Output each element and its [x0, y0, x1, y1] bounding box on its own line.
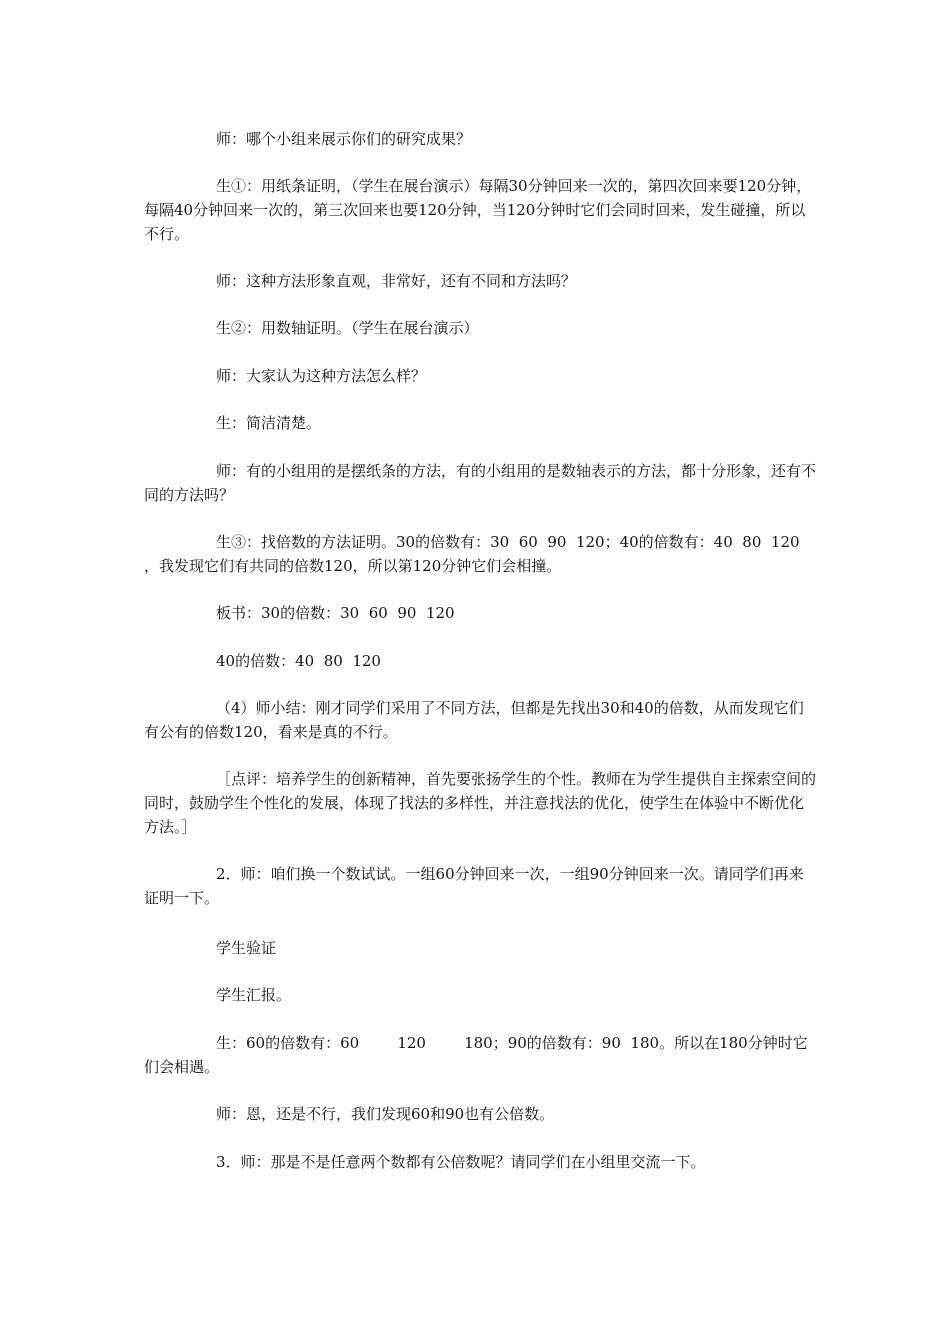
paragraph: 生③：找倍数的方法证明。30的倍数有：30 60 90 120；40的倍数有：40 80 120 ，我发现它们有共同的倍数120，所以第120分钟它们会相撞。 — [144, 533, 810, 575]
paragraph: 生②：用数轴证明。（学生在展台演示） — [216, 319, 479, 337]
paragraph: （4）师小结：刚才同学们采用了不同方法，但都是先找出30和40的倍数，从而发现它们有公有的倍数120，看来是真的不行。 — [144, 699, 804, 741]
paragraph: 板书：30的倍数：30 60 90 120 — [216, 604, 455, 622]
paragraph: 师：恩，还是不行，我们发现60和90也有公倍数。 — [216, 1105, 555, 1123]
paragraph: 师：哪个小组来展示你们的研究成果？ — [216, 130, 472, 148]
paragraph: 生①：用纸条证明，（学生在展台演示）每隔30分钟回来一次的，第四次回来要120分钟，每隔40分钟回来一次的，第三次回来也要120分钟，当120分钟时它们会同时回来，发生碰撞，所以不行。 — [144, 177, 812, 243]
paragraph: 师：有的小组用的是摆纸条的方法，有的小组用的是数轴表示的方法，都十分形象，还有不同的方法吗？ — [144, 462, 817, 504]
paragraph: 生：简洁清楚。 — [216, 414, 322, 432]
paragraph: 3．师：那是不是任意两个数都有公倍数呢？请同学们在小组里交流一下。 — [216, 1153, 706, 1171]
paragraph: 生：60的倍数有：60 120 180；90的倍数有：90 180。所以在180分钟时它们会相遇。 — [144, 1034, 808, 1076]
paragraph: 学生验证 — [216, 939, 277, 957]
paragraph: 2．师：咱们换一个数试试。一组60分钟回来一次，一组90分钟回来一次。请同学们再来证明一下。 — [144, 865, 804, 907]
paragraph: ［点评：培养学生的创新精神，首先要张扬学生的个性。教师在为学生提供自主探索空间的同时，鼓励学生个性化的发展，体现了找法的多样性，并注意找法的优化，使学生在体验中不断优化方法。］ — [144, 770, 817, 836]
paragraph: 师：大家认为这种方法怎么样？ — [216, 367, 427, 385]
paragraph: 师：这种方法形象直观，非常好，还有不同和方法吗？ — [216, 272, 577, 290]
paragraph: 40的倍数：40 80 120 — [216, 652, 381, 670]
paragraph: 学生汇报。 — [216, 986, 292, 1004]
